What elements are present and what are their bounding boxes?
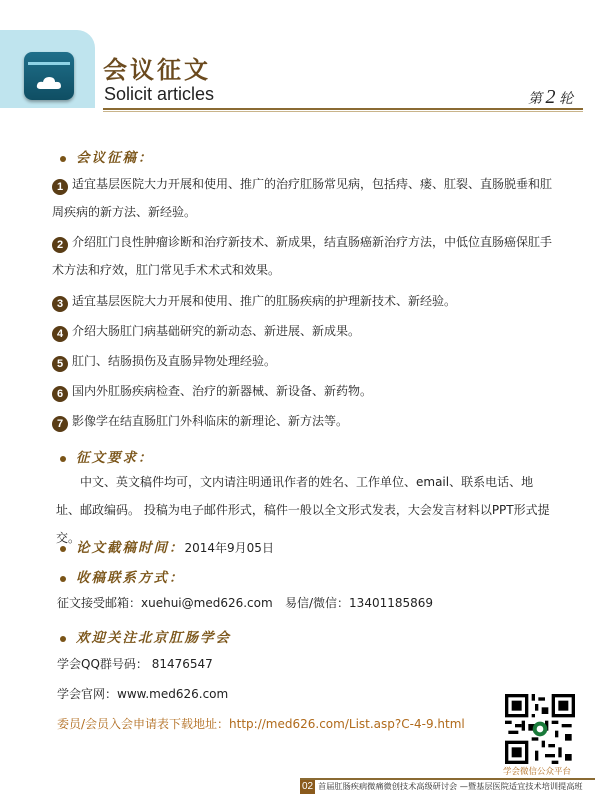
section-heading: 论文截稿时间： <box>76 540 185 556</box>
list-item <box>52 407 555 435</box>
section-follow <box>60 626 231 646</box>
number-badge: 2 <box>52 237 68 253</box>
section-heading: 欢迎关注北京肛肠学会 <box>76 630 231 646</box>
page-title: 会议征文 <box>103 55 211 84</box>
footer-rule <box>300 778 595 780</box>
number-badge: 5 <box>52 356 68 372</box>
item-text: 适宜基层医院大力开展和使用、推广的肛肠疾病的护理新技术、新经验。 <box>72 294 457 308</box>
number-badge: 7 <box>52 416 68 432</box>
page-subtitle: Solicit articles <box>104 84 215 104</box>
qr-code-icon <box>505 694 575 764</box>
page-number: 02 <box>301 781 314 792</box>
cloud-shape <box>36 76 62 90</box>
number-badge: 1 <box>52 179 68 195</box>
cloud-icon <box>24 52 74 100</box>
item-text: 影像学在结直肠肛门外科临床的新理论、新方法等。 <box>72 414 349 428</box>
round-suffix: 轮 <box>559 92 573 107</box>
list-item <box>52 347 555 375</box>
section-deadline <box>60 536 274 556</box>
icon-band <box>28 62 70 65</box>
download-link[interactable]: 委员/会员入会申请表下载地址：http://med626.com/List.asp?C-4-9.html <box>57 717 465 731</box>
round-prefix: 第 <box>528 92 542 107</box>
deadline-value: 2014年9月05日 <box>184 541 274 555</box>
section-contact <box>60 566 185 586</box>
qr-caption: 学会微信公众平台 <box>503 767 572 777</box>
round-number: 2 <box>545 86 556 108</box>
bullet-dot <box>60 636 66 642</box>
header-rule <box>103 108 583 112</box>
qq-line: 学会QQ群号码： 81476547 <box>57 657 213 671</box>
section-heading: 会议征稿： <box>76 150 154 166</box>
bullet-dot <box>60 156 66 162</box>
item-text: 介绍肛门良性肿瘤诊断和治疗新技术、新成果，结直肠癌新治疗方法，中低位直肠癌保肛手术方法和疗效，肛门常见手术术式和效果。 <box>52 235 553 277</box>
section-solicitation <box>60 146 154 166</box>
number-badge: 3 <box>52 296 68 312</box>
bullet-dot <box>60 576 66 582</box>
bullet-dot <box>60 456 66 462</box>
number-badge: 4 <box>52 326 68 342</box>
item-text: 介绍大肠肛门病基础研究的新动态、新进展、新成果。 <box>72 324 361 338</box>
email-line[interactable]: 征文接受邮箱：xuehui@med626.com <box>57 596 273 610</box>
list-item <box>52 228 555 284</box>
phone-line: 易信/微信：13401185869 <box>285 596 434 610</box>
requirements-text: 中文、英文稿件均可，文内请注明通讯作者的姓名、工作单位、email、联系电话、地址、邮政编码。 投稿为电子邮件形式，稿件一般以全文形式发表，大会发言材料以PPT形式提交。 <box>56 475 550 545</box>
number-badge: 6 <box>52 386 68 402</box>
item-text: 适宜基层医院大力开展和使用、推广的治疗肛肠常见病，包括痔、瘘、肛裂、直肠脱垂和肛周疾病的新方法、新经验。 <box>52 177 553 219</box>
footer-text: 首届肛肠疾病微痛微创技术高级研讨会 —暨基层医院适宜技术培训提高班 <box>318 781 583 791</box>
section-heading: 收稿联系方式： <box>76 570 185 586</box>
list-item <box>52 377 555 405</box>
section-heading: 征文要求： <box>76 450 154 466</box>
section-requirements <box>60 446 154 466</box>
list-item <box>52 170 555 226</box>
bullet-dot <box>60 546 66 552</box>
list-item <box>52 287 555 315</box>
round-label <box>528 86 573 109</box>
item-text: 肛门、结肠损伤及直肠异物处理经验。 <box>72 354 277 368</box>
website-line[interactable]: 学会官网：www.med626.com <box>57 687 229 701</box>
list-item <box>52 317 555 345</box>
item-text: 国内外肛肠疾病检查、治疗的新器械、新设备、新药物。 <box>72 384 373 398</box>
